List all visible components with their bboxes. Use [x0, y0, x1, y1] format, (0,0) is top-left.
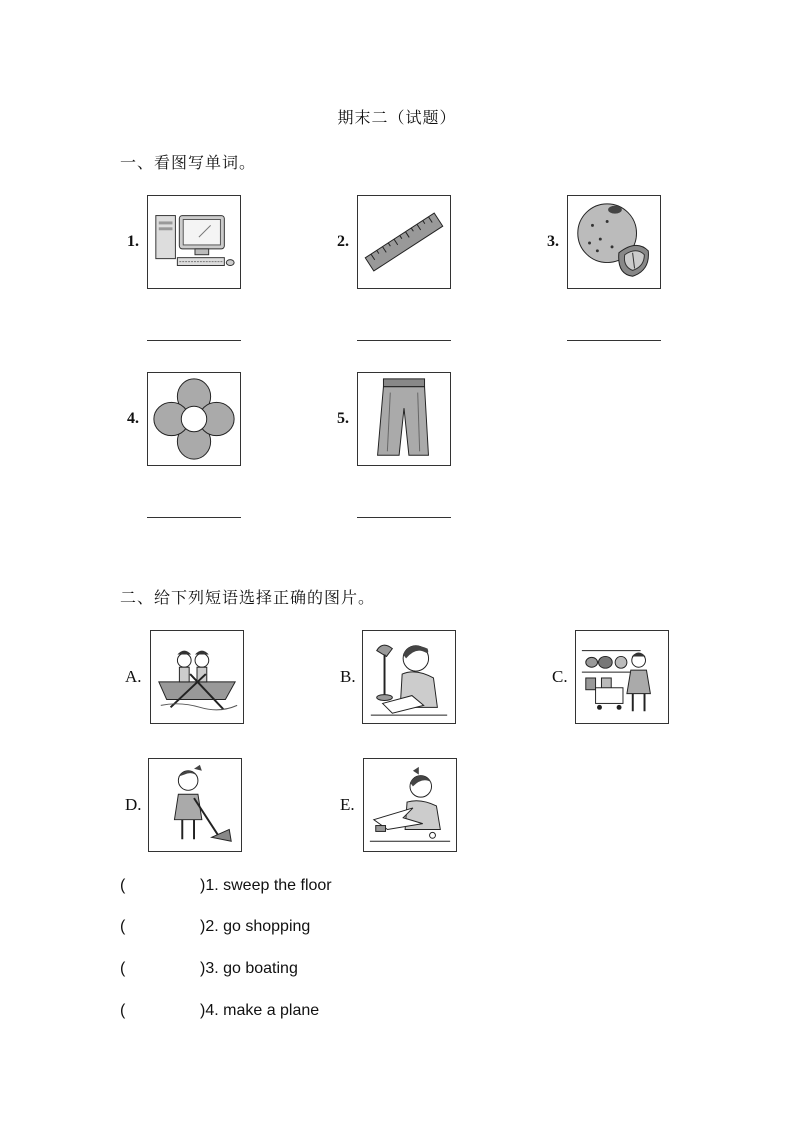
making-plane-picture [363, 758, 457, 852]
trousers-icon [357, 372, 451, 466]
answer-blank-4[interactable]: ( [120, 1002, 126, 1019]
answer-blank-2[interactable]: ( [120, 918, 126, 935]
option-c-letter: C. [552, 667, 568, 686]
flower-icon [147, 372, 241, 466]
sweeping-picture [148, 758, 242, 852]
item-5-number: 5. [337, 410, 349, 427]
boating-picture [150, 630, 244, 724]
section1-heading: 一、看图写单词。 [120, 153, 257, 172]
shopping-picture [575, 630, 669, 724]
question-4 [120, 1002, 319, 1020]
ruler-icon [357, 195, 451, 289]
answer-line-1[interactable] [147, 340, 241, 341]
option-b-letter: B. [340, 667, 356, 686]
answer-blank-1[interactable]: ( [120, 877, 126, 894]
answer-line-5[interactable] [357, 517, 451, 518]
question-1-text: )1. sweep the floor [200, 877, 332, 894]
reading-picture [362, 630, 456, 724]
answer-line-2[interactable] [357, 340, 451, 341]
item-4-number: 4. [127, 410, 139, 427]
question-2-text: )2. go shopping [200, 918, 311, 935]
question-4-text: )4. make a plane [200, 1002, 320, 1019]
option-a-letter: A. [125, 667, 142, 686]
item-1-number: 1. [127, 233, 139, 250]
orange-icon [567, 195, 661, 289]
answer-blank-3[interactable]: ( [120, 960, 126, 977]
question-3 [120, 960, 298, 978]
option-d-letter: D. [125, 795, 142, 814]
option-e-letter: E. [340, 795, 355, 814]
question-1 [120, 877, 332, 895]
item-2-number: 2. [337, 233, 349, 250]
section2-heading: 二、给下列短语选择正确的图片。 [120, 588, 376, 607]
answer-line-4[interactable] [147, 517, 241, 518]
question-3-text: )3. go boating [200, 960, 298, 977]
item-3-number: 3. [547, 233, 559, 250]
question-2 [120, 918, 310, 936]
page-title: 期末二（试题） [337, 108, 457, 127]
answer-line-3[interactable] [567, 340, 661, 341]
computer-icon [147, 195, 241, 289]
